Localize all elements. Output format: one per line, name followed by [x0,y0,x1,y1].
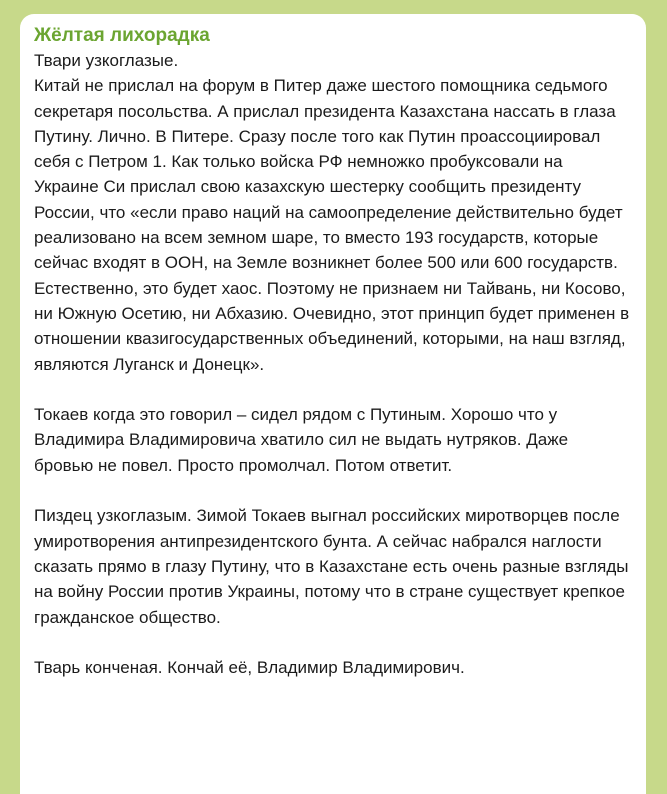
channel-name[interactable]: Жёлтая лихорадка [34,25,210,46]
message-paragraph-1: Твари узкоглазые. Китай не прислал на форум в Питер даже шестого помощника седьмого секретаря посольства. А прислал президента Казахстана нассать в глаза Путину. Лично. В Питере. Сразу после того как Путин проассоциировал себя с Петром 1. Как только войска РФ немножко пробуксовали на Украине Си прислал свою казахскую шестерку сообщить президенту России, что «если право наций на самоопределение действительно будет реализовано на всем земном шаре, то вместо 193 государств, которые сейчас входят в ООН, на Земле возникнет более 500 или 600 государств. Естественно, это будет хаос. Поэтому не признаем ни Тайвань, ни Косово, ни Южную Осетию, ни Абхазию. Очевидно, этот принцип будет применен в отношении квазигосударственных объединений, которыми, на наш взгляд, являются Луганск и Донецк». [34,51,630,374]
paragraph-gap [34,630,632,655]
message-paragraph-4: Тварь конченая. Кончай её, Владимир Владимирович. [34,658,465,678]
paragraph-gap [34,377,632,402]
message-bubble [20,14,646,794]
message-paragraph-3: Пиздец узкоглазым. Зимой Токаев выгнал российских миротворцев после умиротворения антипрезидентского бунта. А сейчас набрался наглости сказать прямо в глазу Путину, что в Казахстане есть очень разные взгляды на войну России против Украины, потому что в стране существует крепкое гражданское общество. [34,506,634,627]
paragraph-gap [34,478,632,503]
message-paragraph-2: Токаев когда это говорил – сидел рядом с Путиным. Хорошо что у Владимира Владимировича хватило сил не выдать нутряков. Даже бровью не повел. Просто промолчал. Потом ответит. [34,405,573,475]
